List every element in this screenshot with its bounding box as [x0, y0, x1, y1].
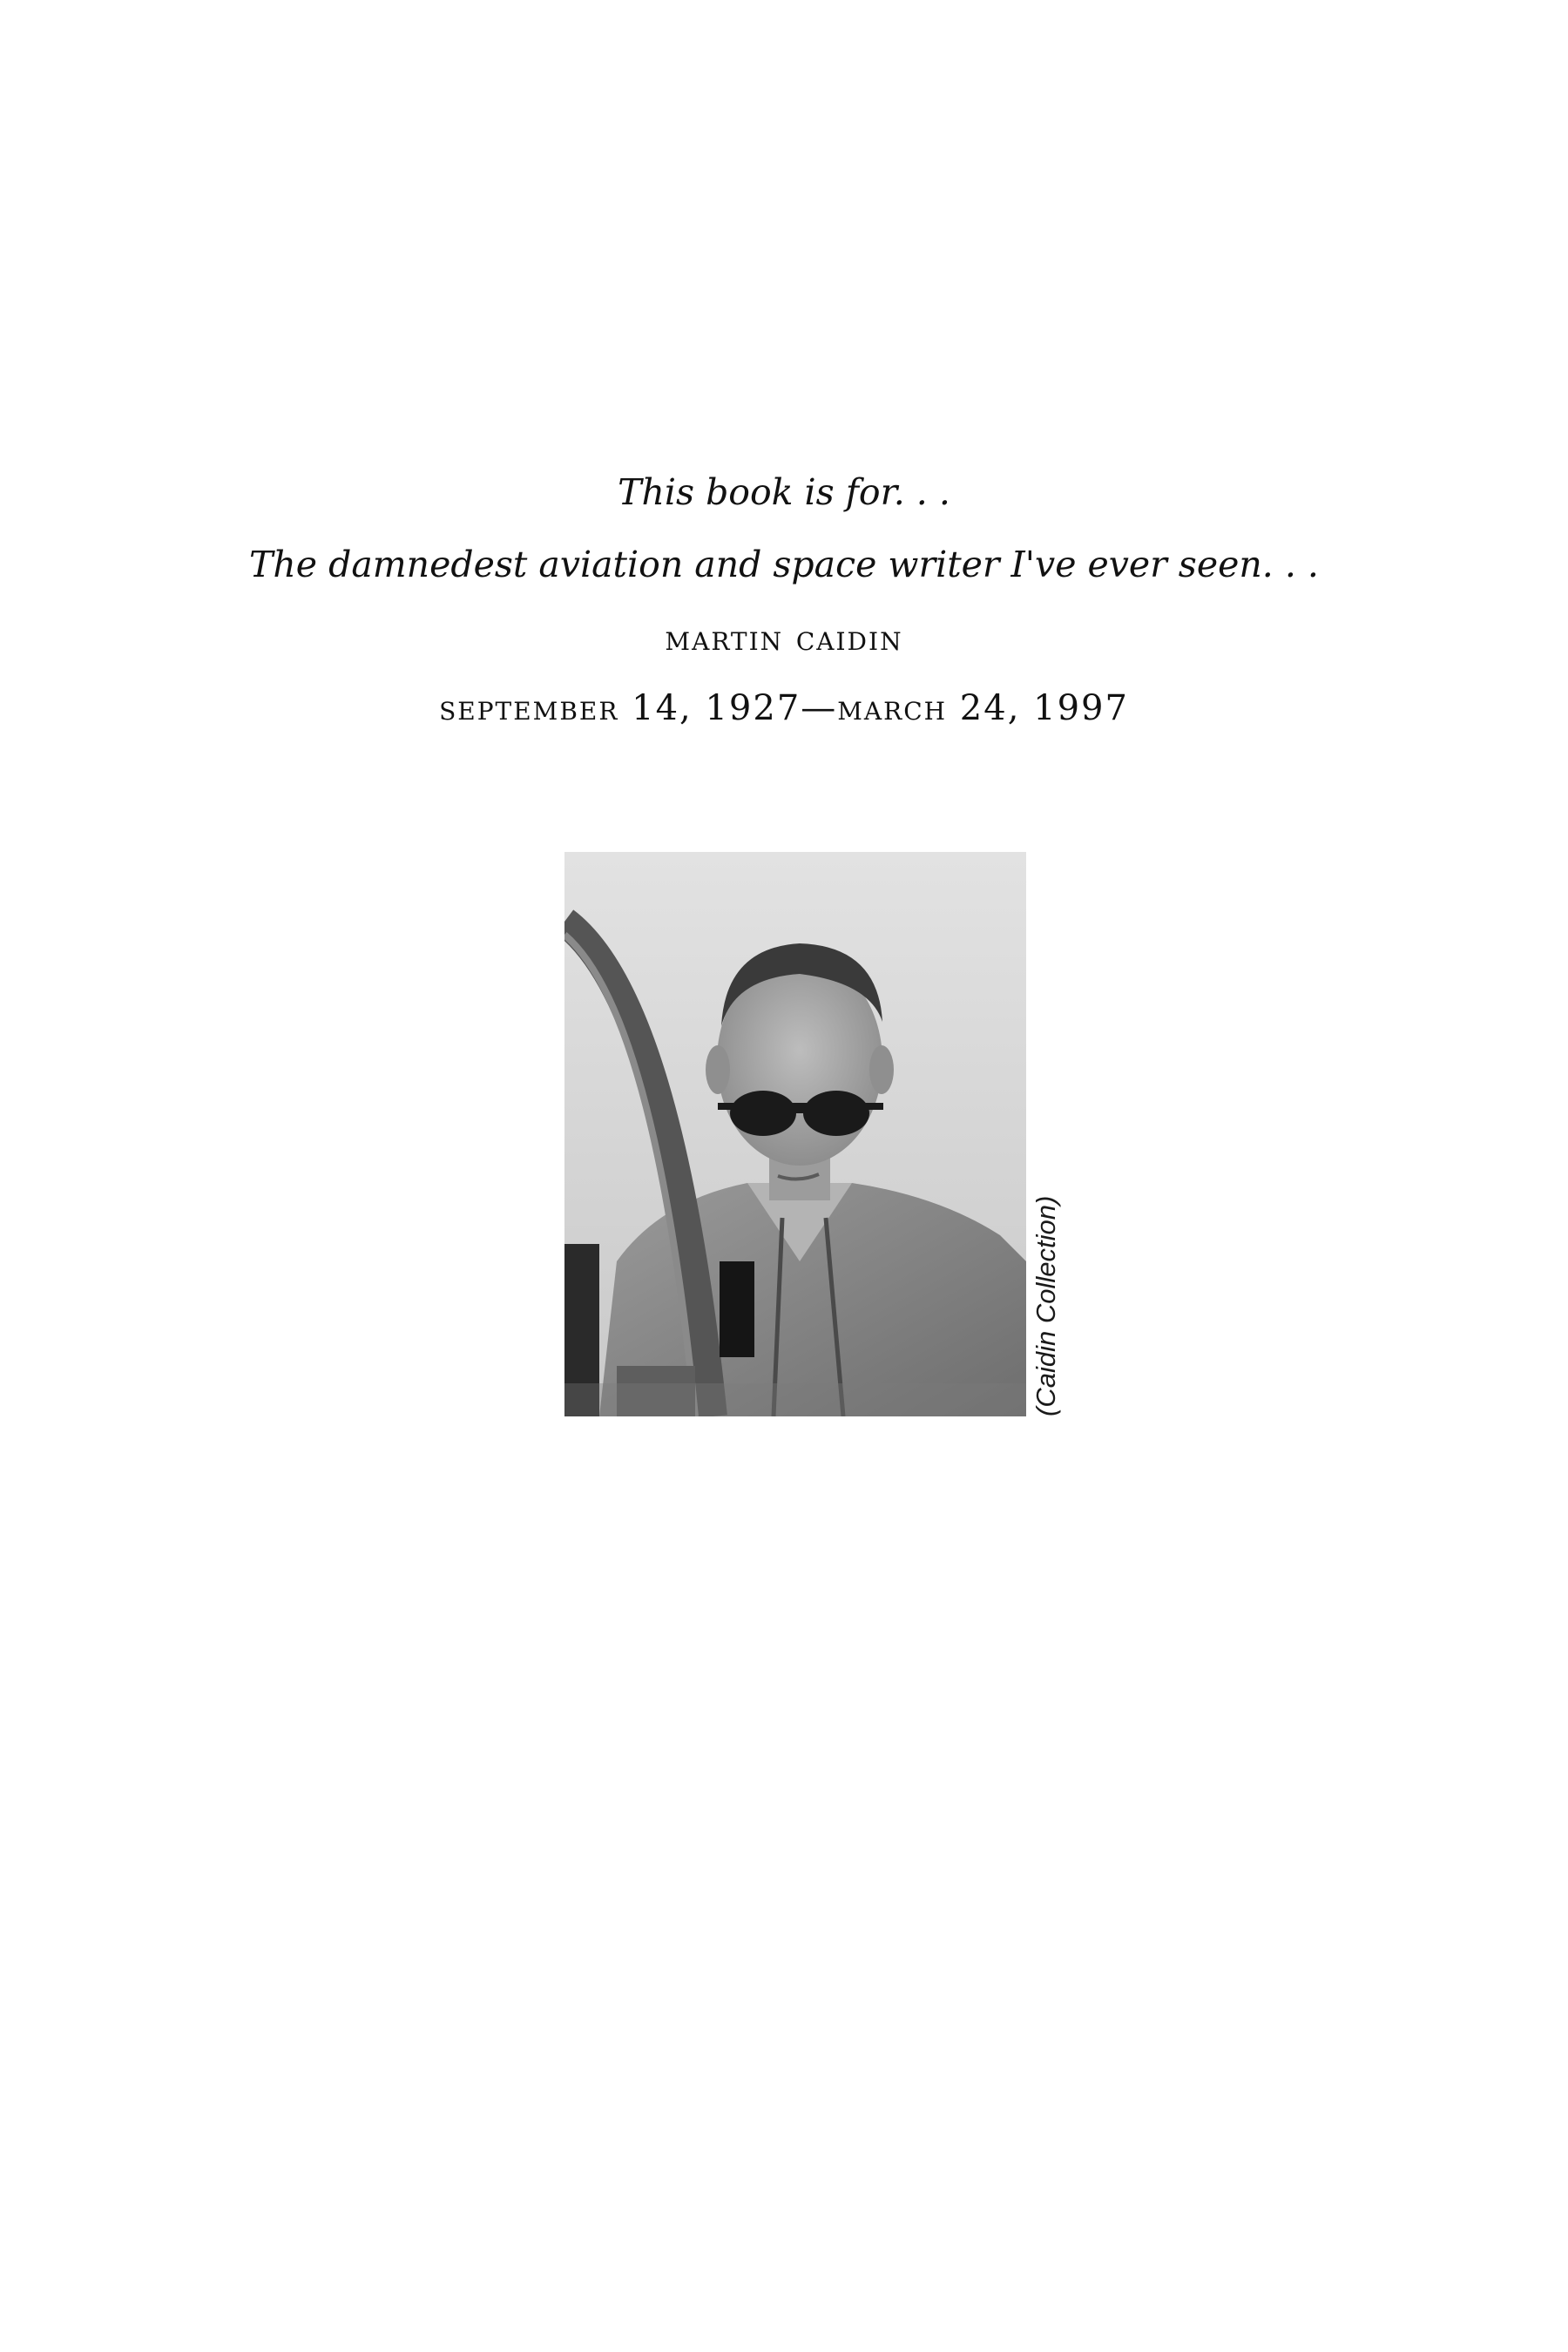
dedication-block — [0, 471, 1568, 728]
pilot-photograph — [564, 852, 1026, 1416]
dedication-intro: This book is for. . . — [618, 471, 950, 513]
photo-credit-text: (Caidin Collection) — [1031, 1195, 1061, 1416]
honoree-name: martin caidin — [665, 618, 903, 659]
dedication-tribute: The damnedest aviation and space writer I've ever seen. . . — [249, 544, 1319, 585]
honoree-dates: september 14, 1927—march 24, 1997 — [439, 688, 1129, 728]
